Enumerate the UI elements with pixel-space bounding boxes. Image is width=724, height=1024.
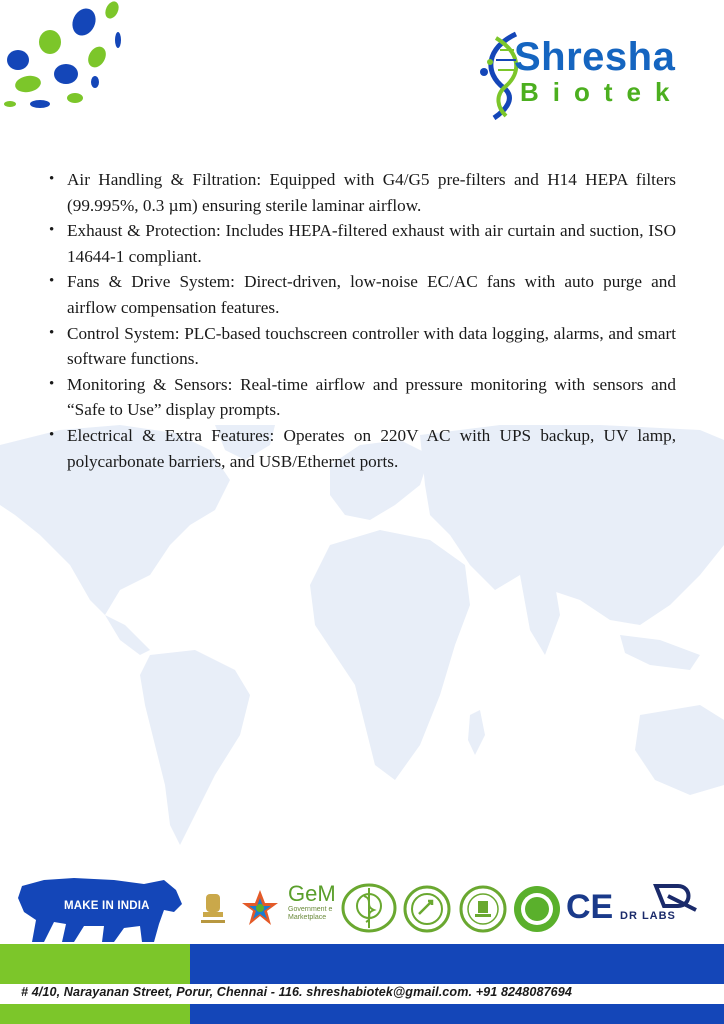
decorative-dots	[0, 0, 130, 115]
footer-band-blue-bottom	[190, 1004, 724, 1024]
gem-logo-text: GeM	[288, 881, 336, 906]
bullet-icon: •	[49, 426, 55, 443]
feature-item: • Electrical & Extra Features: Operates on 220V AC with UPS backup, UV lamp, polycarbonate barriers, and USB/Ethernet ports.	[46, 423, 676, 474]
logo-word-shresha: Shresha	[514, 35, 676, 79]
footer-band-blue	[190, 944, 724, 984]
certification-badges	[0, 868, 724, 946]
bullet-icon: •	[49, 171, 55, 187]
make-in-india-badge	[14, 876, 184, 946]
feature-list	[46, 167, 676, 474]
feature-item: • Air Handling & Filtration: Equipped with G4/G5 pre-filters and H14 HEPA filters (99.995%, 0.3 µm) ensuring sterile laminar airflow.	[46, 167, 676, 218]
dr-labs-label: DR LABS	[620, 910, 676, 922]
iso-certified-icon	[512, 884, 562, 934]
logo-word-biotek: Biotek	[520, 77, 684, 107]
feature-item: • Monitoring & Sensors: Real-time airflow and pressure monitoring with sensors and “Safe to Use” display prompts.	[46, 372, 676, 423]
bullet-icon: •	[49, 324, 55, 341]
company-logo	[476, 28, 698, 120]
make-in-india-label: MAKE IN INDIA	[64, 900, 150, 912]
national-emblem-icon	[198, 890, 228, 930]
gem-subtitle: Government e Marketplace	[288, 906, 333, 921]
who-emblem-icon	[340, 882, 398, 934]
bullet-icon: •	[49, 273, 55, 290]
feature-item: • Control System: PLC-based touchscreen controller with data logging, alarms, and smart software functions.	[46, 321, 676, 372]
ce-mark: CE	[566, 888, 614, 926]
export-import-icon	[402, 884, 452, 934]
bullet-icon: •	[49, 222, 55, 239]
feature-item: • Fans & Drive System: Direct-driven, low-noise EC/AC fans with auto purge and airflow compensation features.	[46, 269, 676, 320]
government-seal-icon	[458, 884, 508, 934]
dr-labs-logo-icon	[652, 882, 698, 912]
footer-address: # 4/10, Narayanan Street, Porur, Chennai - 116. shreshabiotek@gmail.com. +91 8248087694	[21, 985, 572, 999]
footer-band-green-bottom	[0, 1004, 190, 1024]
bullet-icon: •	[49, 375, 55, 392]
footer-band-green	[0, 944, 190, 984]
world-map-watermark	[0, 425, 724, 895]
startup-india-icon	[240, 888, 280, 928]
feature-list-section	[46, 167, 676, 474]
feature-item: • Exhaust & Protection: Includes HEPA-filtered exhaust with air curtain and suction, ISO 14644-1 compliant.	[46, 218, 676, 269]
